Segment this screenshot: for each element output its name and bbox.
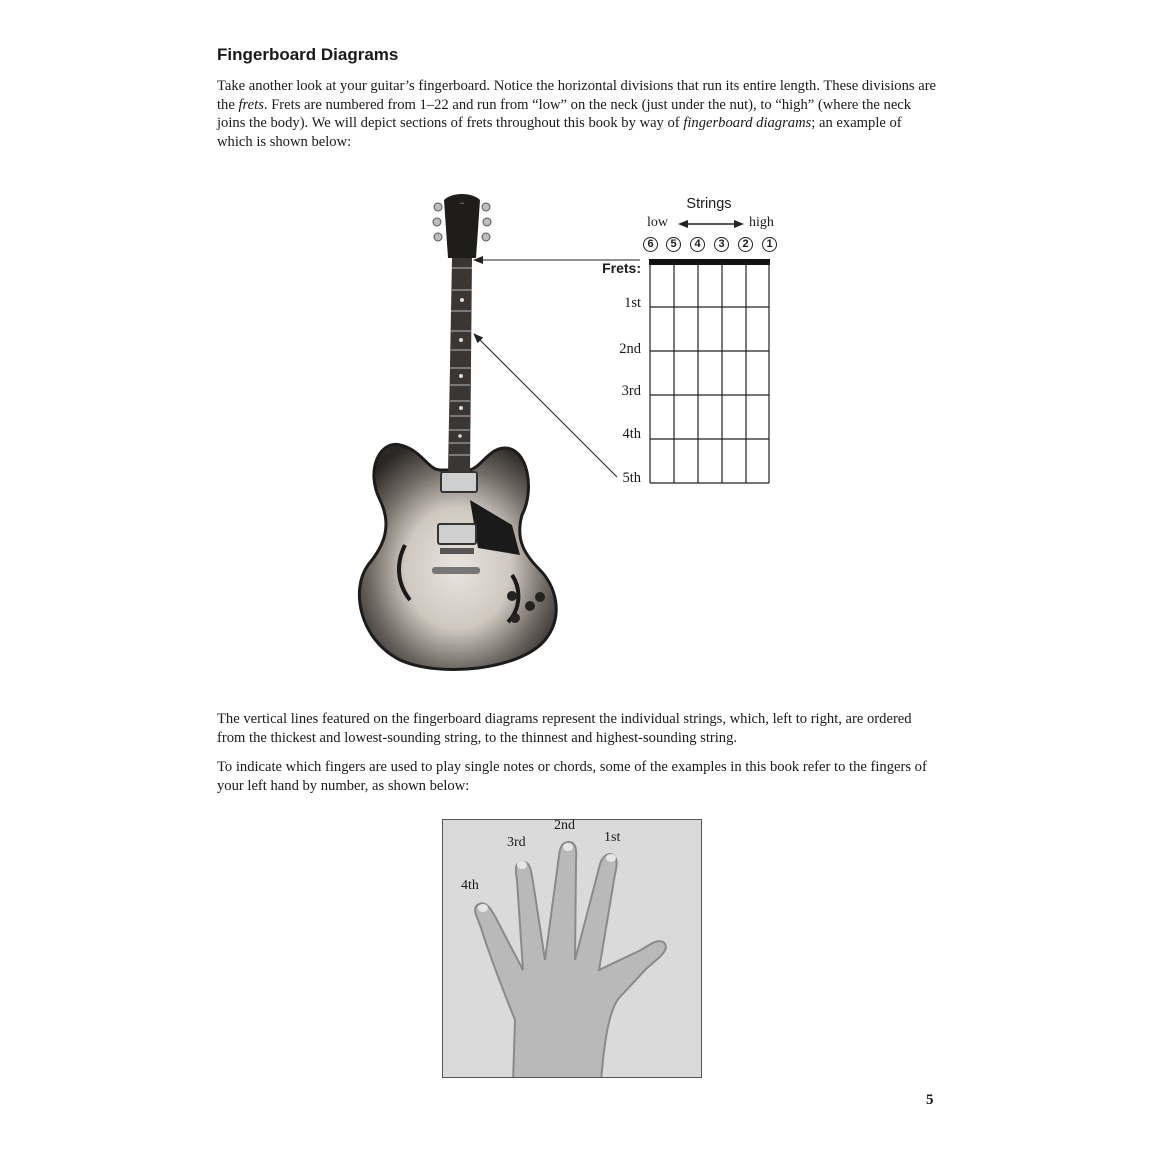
left-hand-photo — [443, 820, 702, 1078]
fret-label-2nd: 2nd — [619, 341, 641, 357]
intro-text-3: ; an example of which is shown below: — [217, 115, 902, 150]
low-label: low — [647, 215, 668, 230]
guitar-photo — [359, 194, 556, 670]
high-label: high — [749, 215, 774, 230]
strings-paragraph: The vertical lines featured on the fingerboard diagrams represent the individual strings, which, left to right, are ordered from the thickest and lowest-sounding string, to the thinnest and highest-sounding string. — [217, 711, 912, 746]
finger-label-3rd: 3rd — [507, 835, 526, 850]
intro-text-1: Take another look at your guitar’s fingerboard. Notice the horizontal divisions that run its entire length. These divisions are the — [217, 78, 937, 113]
string-number-4: 4 — [690, 237, 705, 252]
frets-label: Frets: — [602, 260, 641, 276]
string-number-3: 3 — [714, 237, 729, 252]
fret-label-5th: 5th — [622, 470, 641, 486]
low-high-arrow — [678, 220, 744, 228]
fingers-paragraph: To indicate which fingers are used to play single notes or chords, some of the examples in this book refer to the fingers of your left hand by number, as shown below: — [217, 759, 927, 794]
finger-label-1st: 1st — [604, 830, 621, 845]
fret-label-1st: 1st — [624, 295, 641, 311]
string-number-2: 2 — [738, 237, 753, 252]
fingerboard-grid — [649, 259, 770, 483]
page-number: 5 — [926, 1092, 934, 1108]
page-heading: Fingerboard Diagrams — [217, 45, 399, 64]
string-number-5: 5 — [666, 237, 681, 252]
string-number-1: 1 — [762, 237, 777, 252]
string-number-6: 6 — [643, 237, 658, 252]
fingerboard-diagrams-term: fingerboard diagrams — [683, 115, 812, 132]
svg-text:~: ~ — [460, 200, 464, 208]
fret-label-3rd: 3rd — [621, 383, 641, 399]
strings-title: Strings — [686, 196, 732, 212]
intro-text-2: . Frets are numbered from 1–22 and run from “low” on the neck (just under the nut), to “high” (where the neck joins the body). We will depict sections of frets throughout this book by way of — [217, 96, 912, 132]
hand-photo-frame — [442, 819, 702, 1078]
frets-term: frets — [238, 96, 264, 113]
fret-label-4th: 4th — [622, 426, 641, 442]
finger-label-4th: 4th — [461, 878, 479, 893]
finger-label-2nd: 2nd — [554, 818, 575, 833]
